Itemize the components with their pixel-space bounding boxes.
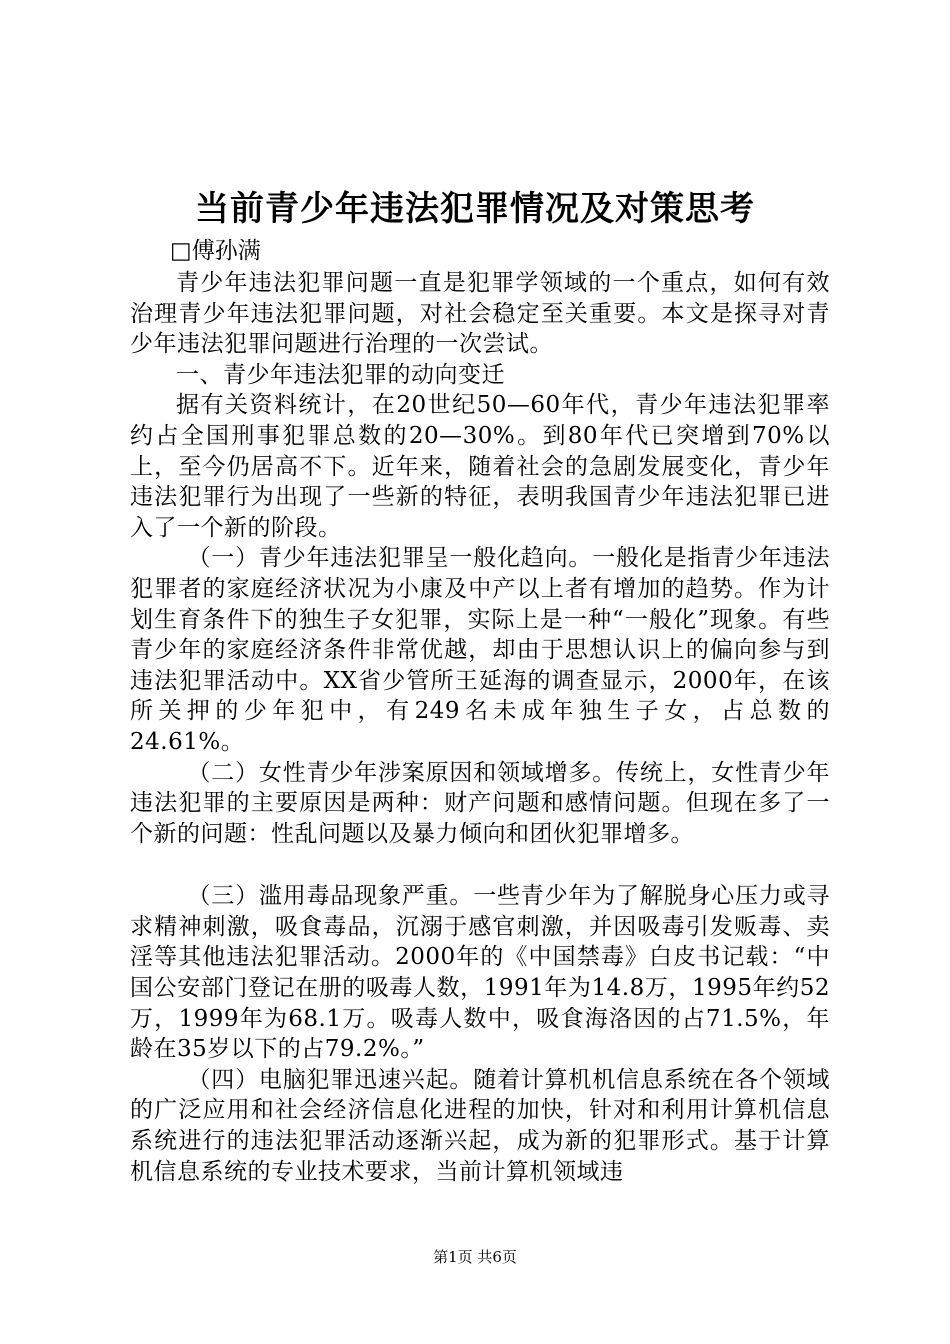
- document-body: [130, 268, 830, 1187]
- point-two-paragraph: （二）女性青少年涉案原因和领域增多。传统上，女性青少年违法犯罪的主要原因是两种：财产问题和感情问题。但现在多了一个新的问题：性乱问题以及暴力倾向和团伙犯罪增多。: [130, 759, 830, 847]
- statistics-paragraph: 据有关资料统计，在20世纪50—60年代，青少年违法犯罪率约占全国刑事犯罪总数的20—30%。到80年代已突增到70%以上，至今仍居高不下。近年来，随着社会的急剧发展变化，青少年违法犯罪行为出现了一些新的特征，表明我国青少年违法犯罪已进入了一个新的阶段。: [130, 392, 830, 541]
- author-line: □傅孙满: [170, 238, 261, 264]
- page-footer: 第1页 共6页: [433, 1248, 517, 1266]
- point-four-paragraph: （四）电脑犯罪迅速兴起。随着计算机机信息系统在各个领域的广泛应用和社会经济信息化进程的加快，针对和利用计算机信息系统进行的违法犯罪活动逐渐兴起，成为新的犯罪形式。基于计算机信息系统的专业技术要求，当前计算机领域违: [130, 1066, 830, 1185]
- section-heading: 一、青少年违法犯罪的动向变迁: [176, 361, 505, 388]
- point-one-paragraph: （一）青少年违法犯罪呈一般化趋向。一般化是指青少年违法犯罪者的家庭经济状况为小康及中产以上者有增加的趋势。作为计划生育条件下的独生子女犯罪，实际上是一种“一般化”现象。有些青少年的家庭经济条件非常优越，却由于思想认识上的偏向参与到违法犯罪活动中。XX省少管所王延海的调查显示，2000年，在该所关押的少年犯中，有249名未成年独生子女，占总数的24.61%。: [130, 545, 830, 755]
- intro-paragraph: 青少年违法犯罪问题一直是犯罪学领域的一个重点，如何有效治理青少年违法犯罪问题，对社会稳定至关重要。本文是探寻对青少年违法犯罪问题进行治理的一次尝试。: [130, 270, 830, 358]
- point-three-paragraph: （三）滥用毒品现象严重。一些青少年为了解脱身心压力或寻求精神刺激，吸食毒品，沉溺于感官刺激，并因吸毒引发贩毒、卖淫等其他违法犯罪活动。2000年的《中国禁毒》白皮书记载：“中国公安部门登记在册的吸毒人数，1991年为14.8万，1995年约52万，1999年为68.1万。吸毒人数中，吸食海洛因的占71.5%，年龄在35岁以下的占79.2%。”: [130, 883, 830, 1063]
- document-title: 当前青少年违法犯罪情况及对策思考: [195, 189, 755, 229]
